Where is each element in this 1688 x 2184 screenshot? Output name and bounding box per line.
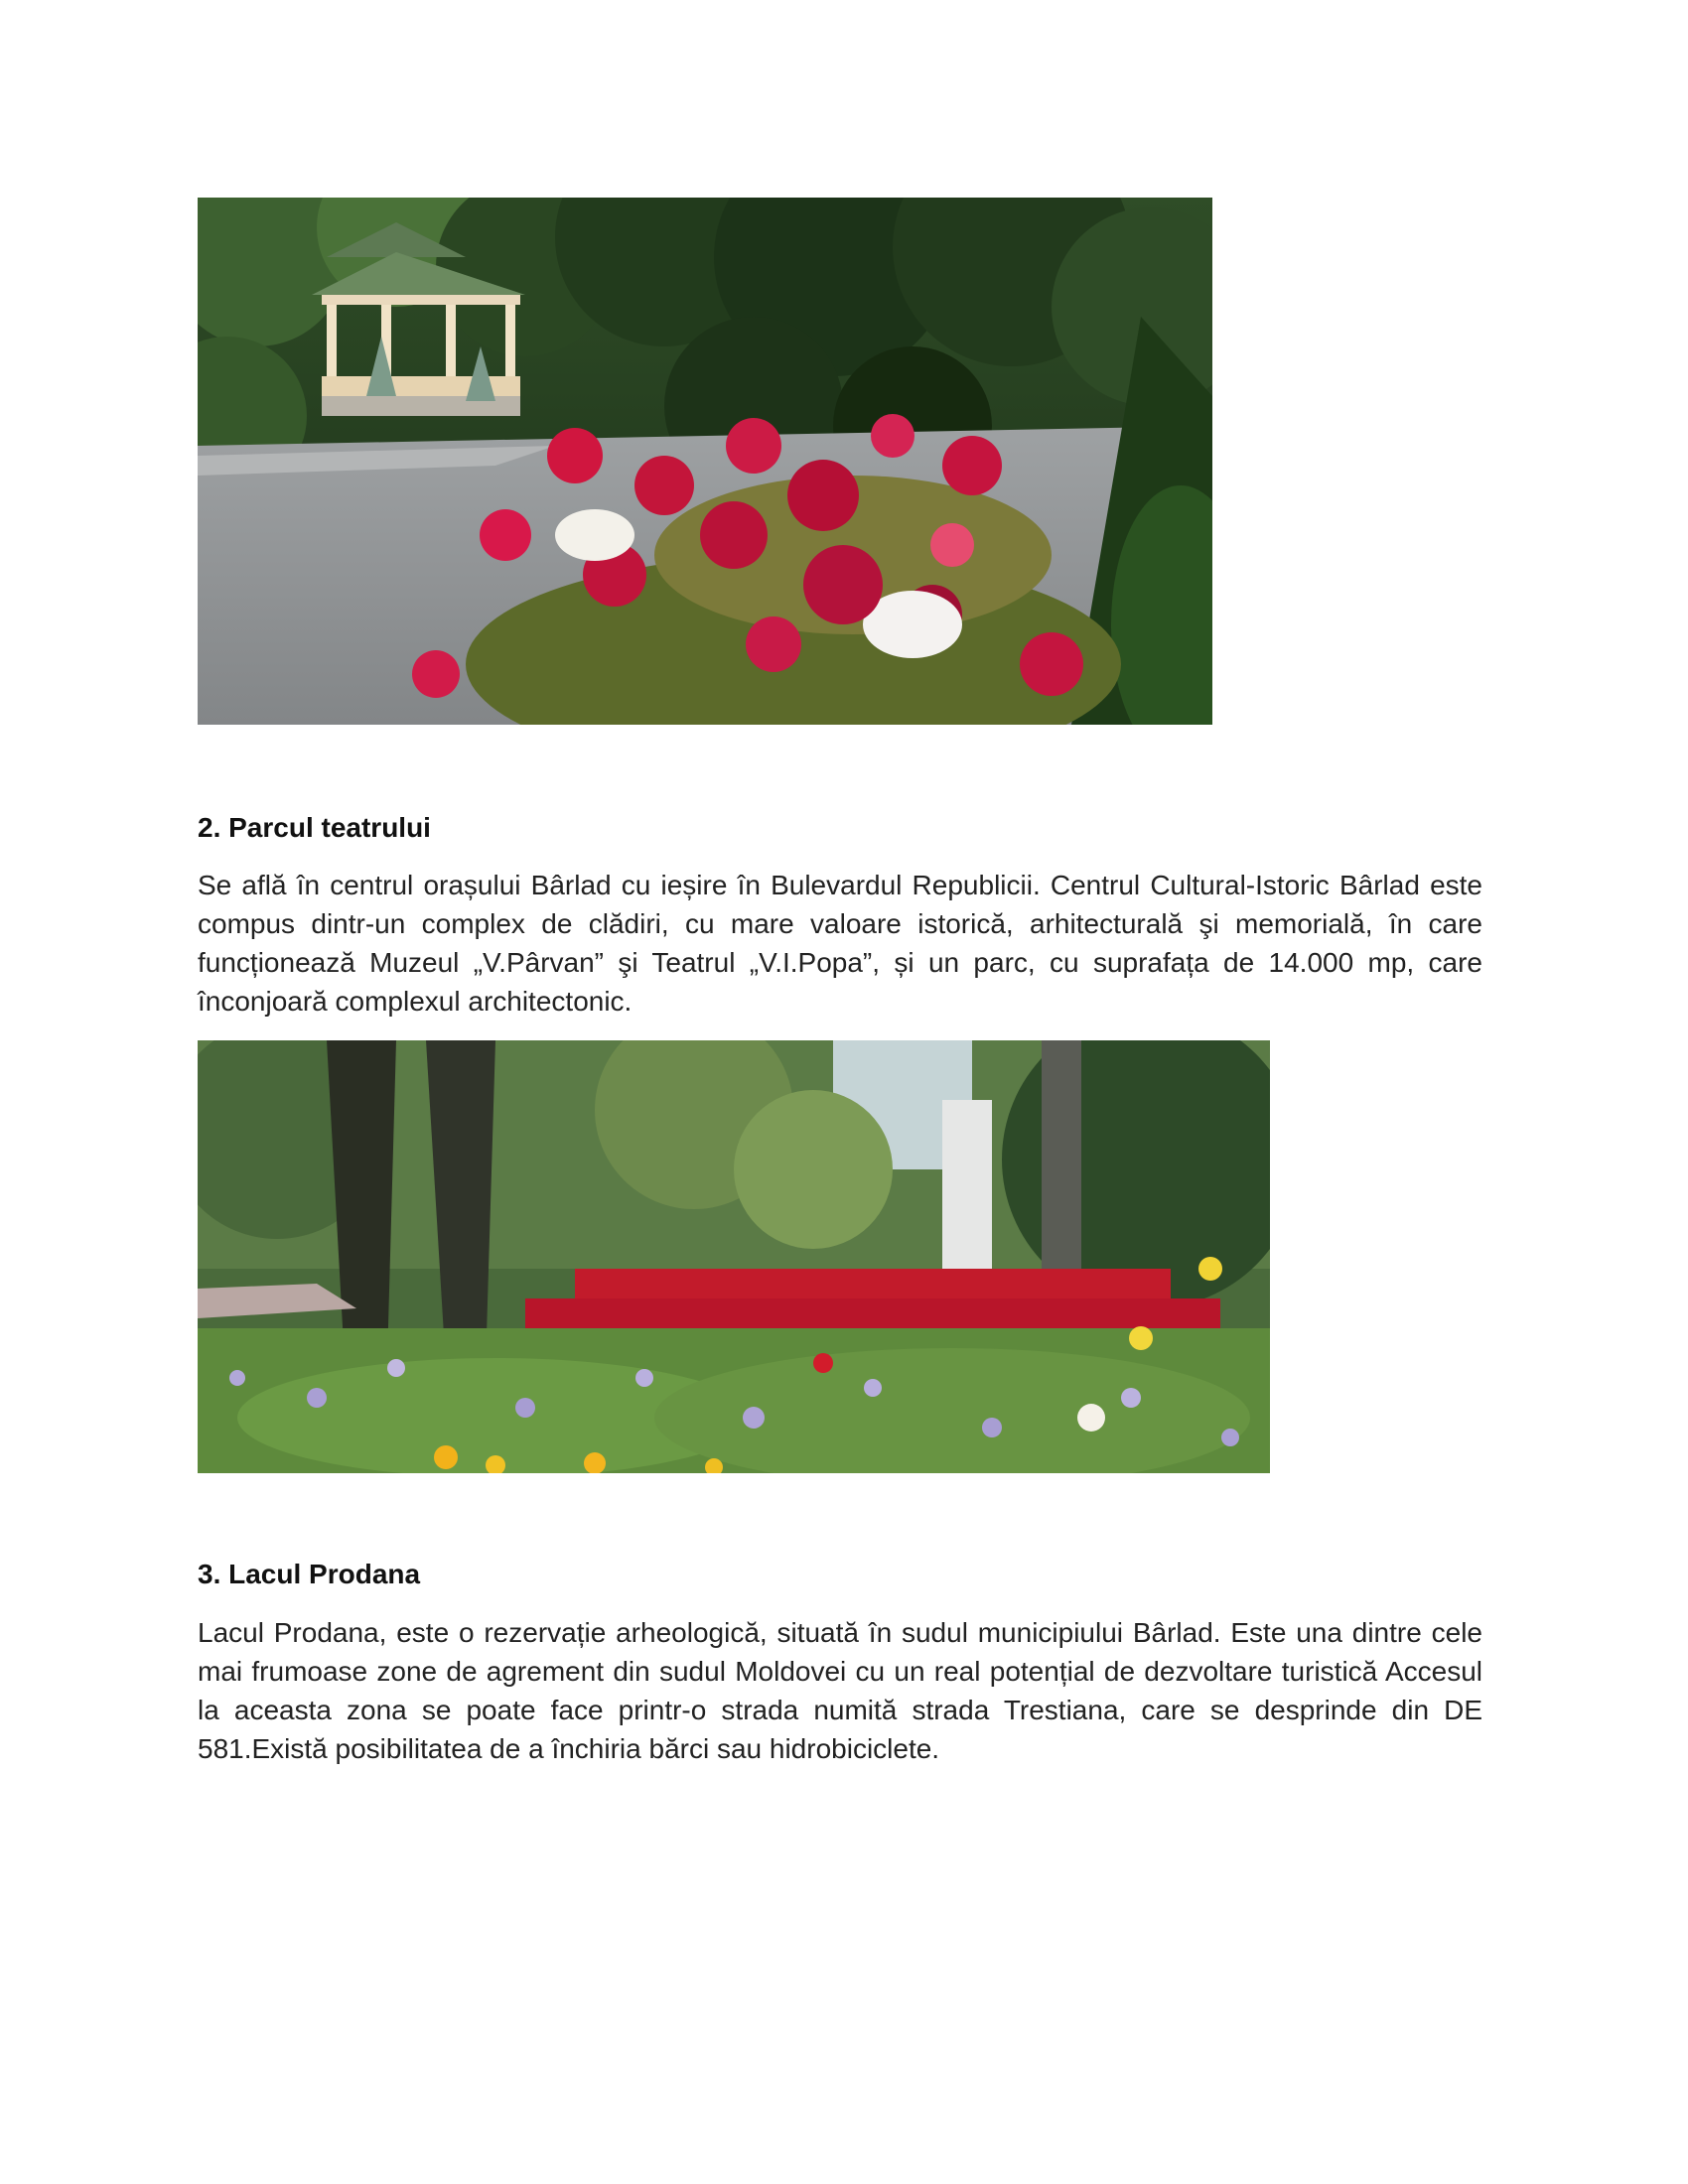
section-text-lacul-prodana: Lacul Prodana, este o rezervație arheologică, situată în sudul municipiului Bârlad. Este una dintre cele mai frumoase zone de agrement din sudul Moldovei cu un real potențial de dezvoltare turistică Accesul la aceasta zona se poate face printr-o strada numită strada Trestiana, care se desprinde din DE 581.Există posibilitatea de a închiria bărci sau hidrobiciclete. [198, 1617, 1482, 1764]
section-title-parcul-teatrului: 2. Parcul teatrului [198, 812, 431, 843]
theatre-park-photo [198, 1040, 1270, 1473]
section-title-lacul-prodana: 3. Lacul Prodana [198, 1559, 421, 1589]
section-text-parcul-teatrului: Se află în centrul orașului Bârlad cu ieșire în Bulevardul Republicii. Centrul Cultural-Istoric Bârlad este compus dintr-un complex de clădiri, cu mare valoare istorică, arhitecturală şi memorială, în care funcționează Muzeul „V.Pârvan” şi Teatrul „V.I.Popa”, și un parc, cu suprafața de 14.000 mp, care înconjoară complexul architectonic. [198, 870, 1482, 1017]
gazebo-park-photo [198, 198, 1212, 725]
